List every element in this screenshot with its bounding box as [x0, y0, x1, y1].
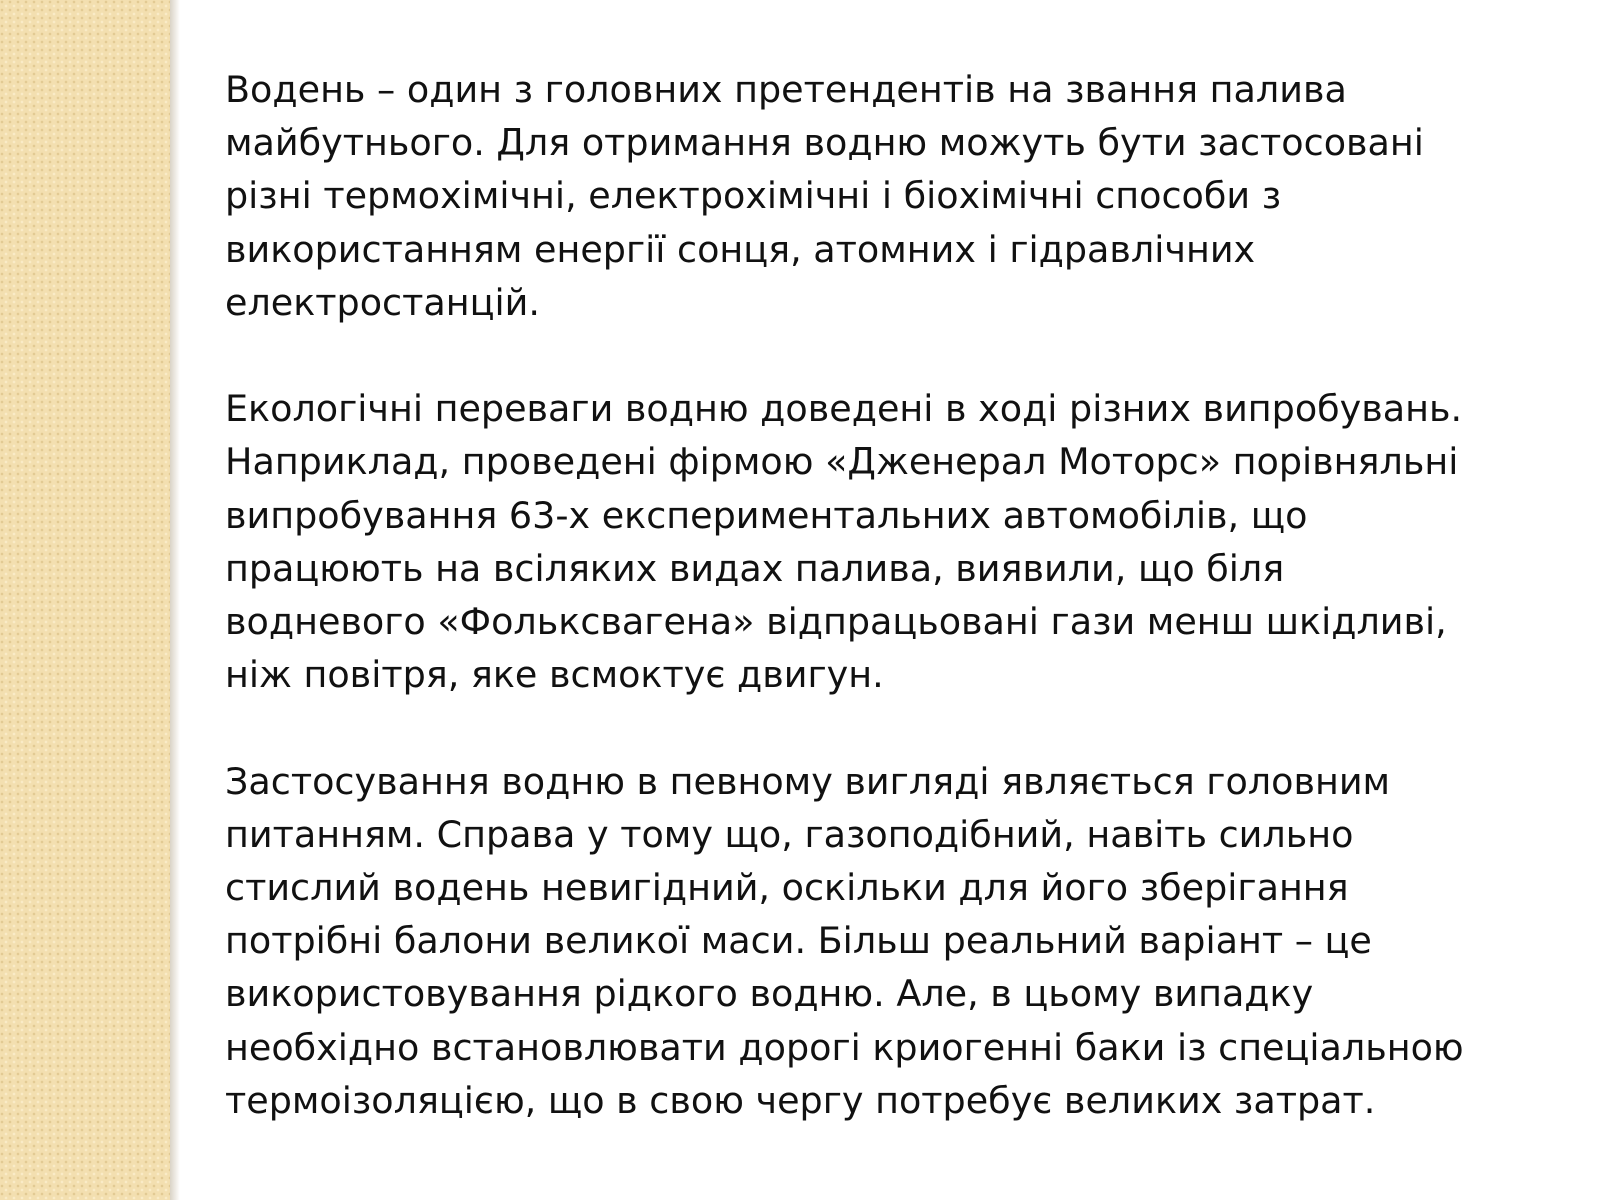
paragraph-hydrogen-fuel: Водень – один з головних претендентів на звання палива майбутнього. Для отримання водню можуть бути застосовані різні термохімічні, електрохімічні і біохімічні способи з використанням енергії сонця, атомних і гідравлічних електростанцій.	[225, 68, 1424, 324]
paragraph-hydrogen-storage: Застосування водню в певному вигляді являється головним питанням. Справа у тому що, газоподібний, навіть сильно стислий водень невигідний, оскільки для його зберігання потрібні балони великої маси. Більш реальний варіант – це використовування рідкого водню. Але, в цьому випадку необхідно встановлювати дорогі криогенні баки із спеціальною термоізоляцією, що в свою чергу потребує великих затрат.	[225, 759, 1464, 1122]
decorative-side-band	[0, 0, 170, 1200]
paragraph-ecological-advantages: Екологічні переваги водню доведені в ході різних випробувань. Наприклад, проведені фірмою «Дженерал Моторс» порівняльні випробування 63-х експериментальних автомобілів, що працюють на всіляких видах палива, виявили, що біля водневого «Фольксвагена» відпрацьовані гази менш шкідливі, ніж повітря, яке всмоктує двигун.	[225, 387, 1463, 697]
slide-text-body	[225, 63, 1555, 1127]
side-band-shadow	[170, 0, 180, 1200]
